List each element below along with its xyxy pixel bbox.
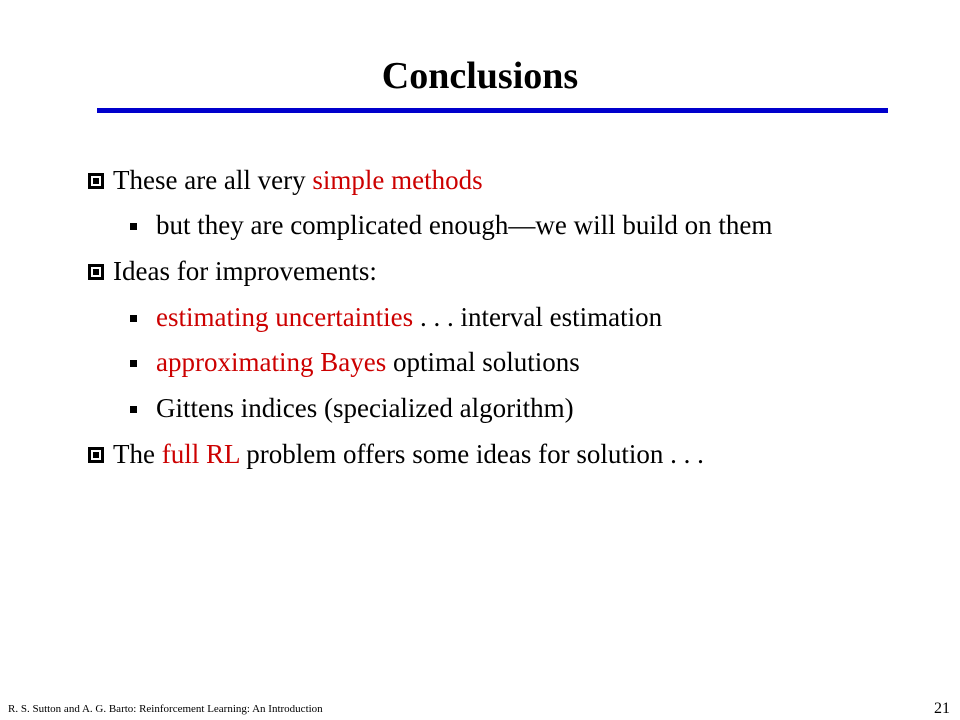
small-square-bullet-icon (130, 223, 137, 230)
bullet-highlight-text: simple methods (312, 165, 483, 195)
sub-bullet-text: . . . interval estimation (413, 302, 663, 332)
small-square-bullet-icon (130, 406, 137, 413)
small-square-bullet-icon (130, 360, 137, 367)
sub-bullet-item (130, 208, 772, 242)
small-square-bullet-icon (130, 315, 137, 322)
sub-bullet-text: but they are complicated enough—we will build on them (156, 210, 773, 240)
bullet-item (88, 254, 377, 288)
bullet-item (88, 437, 704, 471)
bullet-text: These are all very (113, 165, 313, 195)
bullet-text: The (113, 439, 162, 469)
bullet-text: problem offers some ideas for solution . . . (239, 439, 704, 469)
bullet-text: Ideas for improvements: (113, 256, 377, 286)
sub-bullet-item (130, 345, 580, 379)
slide-title: Conclusions (381, 55, 579, 97)
sub-bullet-item (130, 391, 574, 425)
bullet-item (88, 163, 483, 197)
sub-bullet-highlight-text: approximating Bayes (156, 347, 387, 377)
footer-citation: R. S. Sutton and A. G. Barto: Reinforcement Learning: An Introduction (8, 703, 323, 715)
sub-bullet-highlight-text: estimating uncertainties (156, 302, 414, 332)
page-number: 21 (934, 700, 950, 717)
sub-bullet-text: Gittens indices (specialized algorithm) (156, 393, 574, 423)
sub-bullet-item (130, 300, 662, 334)
square-bullet-icon (88, 447, 104, 463)
sub-bullet-text: optimal solutions (386, 347, 580, 377)
square-bullet-icon (88, 173, 104, 189)
square-bullet-icon (88, 264, 104, 280)
bullet-highlight-text: full RL (161, 439, 240, 469)
